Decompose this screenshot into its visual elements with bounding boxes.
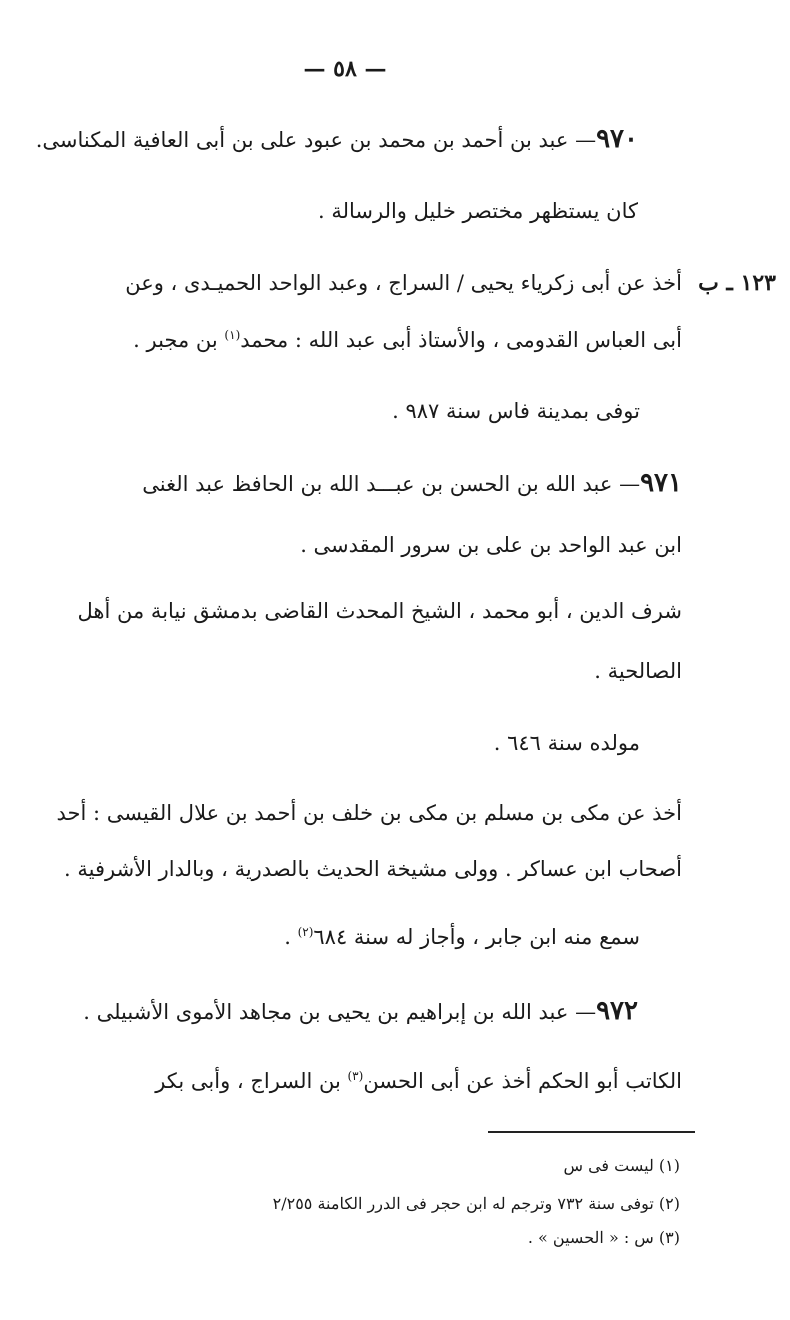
entry-972-line-2-text: الكاتب أبو الحكم أخذ عن أبى الحسن bbox=[363, 1069, 682, 1093]
entry-972-title: — عبد الله بن إبراهيم بن يحيى بن مجاهد الأموى الأشبيلى . bbox=[83, 1000, 597, 1024]
entry-970-line-4-text: أبى العباس القدومى ، والأستاذ أبى عبد الله : محمد bbox=[240, 328, 682, 352]
entry-970-number: ٩٧٠ bbox=[596, 124, 638, 154]
page-number: — ٥٨ — bbox=[303, 56, 387, 82]
entry-971-line-7: أصحاب ابن عساكر . وولى مشيخة الحديث بالصدرية ، وبالدار الأشرفية . bbox=[64, 857, 682, 881]
entry-970-line-4 bbox=[133, 325, 682, 355]
entry-971-title: — عبد الله بن الحسن بن عبـــد الله بن الحافظ عبد الغنى bbox=[142, 472, 641, 496]
entry-971-line-3: شرف الدين ، أبو محمد ، الشيخ المحدث القاضى بدمشق نيابة من أهل bbox=[77, 599, 682, 623]
entry-971-line-1 bbox=[142, 468, 682, 499]
entry-971-line-5: مولده سنة ٦٤٦ . bbox=[493, 731, 640, 755]
entry-971-line-2: ابن عبد الواحد بن على بن سرور المقدسى . bbox=[300, 533, 682, 557]
footnote-1: (١) ليست فى س bbox=[563, 1156, 680, 1175]
entry-971-number: ٩٧١ bbox=[640, 468, 682, 498]
entry-970-line-4-end: بن مجبر . bbox=[133, 328, 225, 352]
entry-972-line-2-end: بن السراج ، وأبى بكر bbox=[155, 1069, 348, 1093]
entry-971-line-8-end: . bbox=[284, 925, 298, 949]
footnote-3: (٣) س : « الحسين » . bbox=[527, 1228, 680, 1247]
footnote-ref-3: (٣) bbox=[347, 1069, 364, 1083]
entry-970-line-1 bbox=[36, 124, 638, 155]
footnote-rule bbox=[488, 1131, 695, 1133]
entry-972-line-1 bbox=[83, 996, 638, 1027]
entry-970-line-3: أخذ عن أبى زكرياء يحيى / السراج ، وعبد الواحد الحميـدى ، وعن bbox=[125, 271, 682, 295]
entry-972-number: ٩٧٢ bbox=[596, 996, 638, 1026]
entry-971-line-8 bbox=[284, 922, 640, 952]
footnote-2: (٢) توفى سنة ٧٣٢ وترجم له ابن حجر فى الدرر الكامنة ٢/٢٥٥ bbox=[272, 1194, 680, 1213]
entry-970-line-5: توفى بمدينة فاس سنة ٩٨٧ . bbox=[392, 399, 640, 423]
entry-970-line-2: كان يستظهر مختصر خليل والرسالة . bbox=[317, 199, 638, 223]
footnote-ref-2: (٢) bbox=[297, 925, 314, 939]
margin-folio-note: ١٢٣ ـ ب bbox=[698, 270, 776, 296]
entry-970-title: — عبد بن أحمد بن محمد بن عبود على بن أبى العافية المكناسى. bbox=[35, 128, 597, 152]
entry-971-line-4: الصالحية . bbox=[594, 659, 682, 683]
entry-971-line-8-text: سمع منه ابن جابر ، وأجاز له سنة ٦٨٤ bbox=[313, 925, 640, 949]
entry-972-line-2 bbox=[155, 1066, 682, 1096]
entry-971-line-6: أخذ عن مكى بن مسلم بن مكى بن خلف بن أحمد بن علال القيسى : أحد bbox=[56, 801, 682, 825]
footnote-ref-1: (١) bbox=[224, 328, 241, 342]
